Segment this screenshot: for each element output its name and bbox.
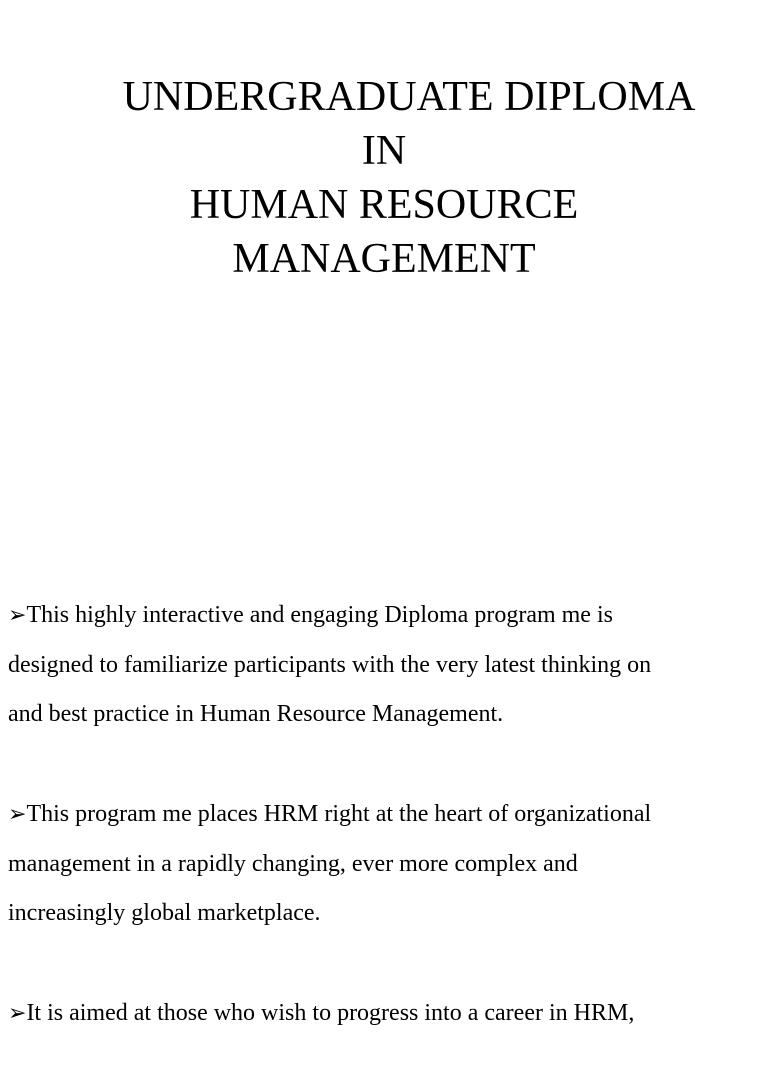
document-title bbox=[0, 70, 768, 286]
paragraph-2-line-3: increasingly global marketplace. bbox=[8, 900, 321, 926]
title-line-3: HUMAN RESOURCE bbox=[189, 182, 579, 228]
title-line-4: MANAGEMENT bbox=[232, 236, 536, 282]
paragraph-2-line-2: management in a rapidly changing, ever more complex and bbox=[8, 850, 578, 877]
paragraph-2 bbox=[8, 789, 768, 939]
paragraph-1-line-1: This highly interactive and engaging Diploma program me is bbox=[26, 602, 613, 628]
document-body bbox=[8, 590, 768, 1088]
arrow-bullet-icon: ➢ bbox=[8, 801, 27, 826]
paragraph-1 bbox=[8, 590, 768, 740]
title-line-2: IN bbox=[361, 128, 407, 174]
arrow-bullet-icon: ➢ bbox=[8, 602, 27, 627]
paragraph-1-line-2: designed to familiarize participants with the very latest thinking on bbox=[8, 651, 652, 678]
paragraph-2-line-1: This program me places HRM right at the heart of organizational bbox=[26, 801, 652, 827]
paragraph-3 bbox=[8, 988, 768, 1039]
title-line-1: UNDERGRADUATE DIPLOMA bbox=[122, 74, 696, 120]
paragraph-1-line-3: and best practice in Human Resource Management. bbox=[8, 701, 504, 727]
paragraph-3-line-1: It is aimed at those who wish to progress into a career in HRM, bbox=[26, 1000, 635, 1026]
arrow-bullet-icon: ➢ bbox=[8, 1000, 27, 1025]
